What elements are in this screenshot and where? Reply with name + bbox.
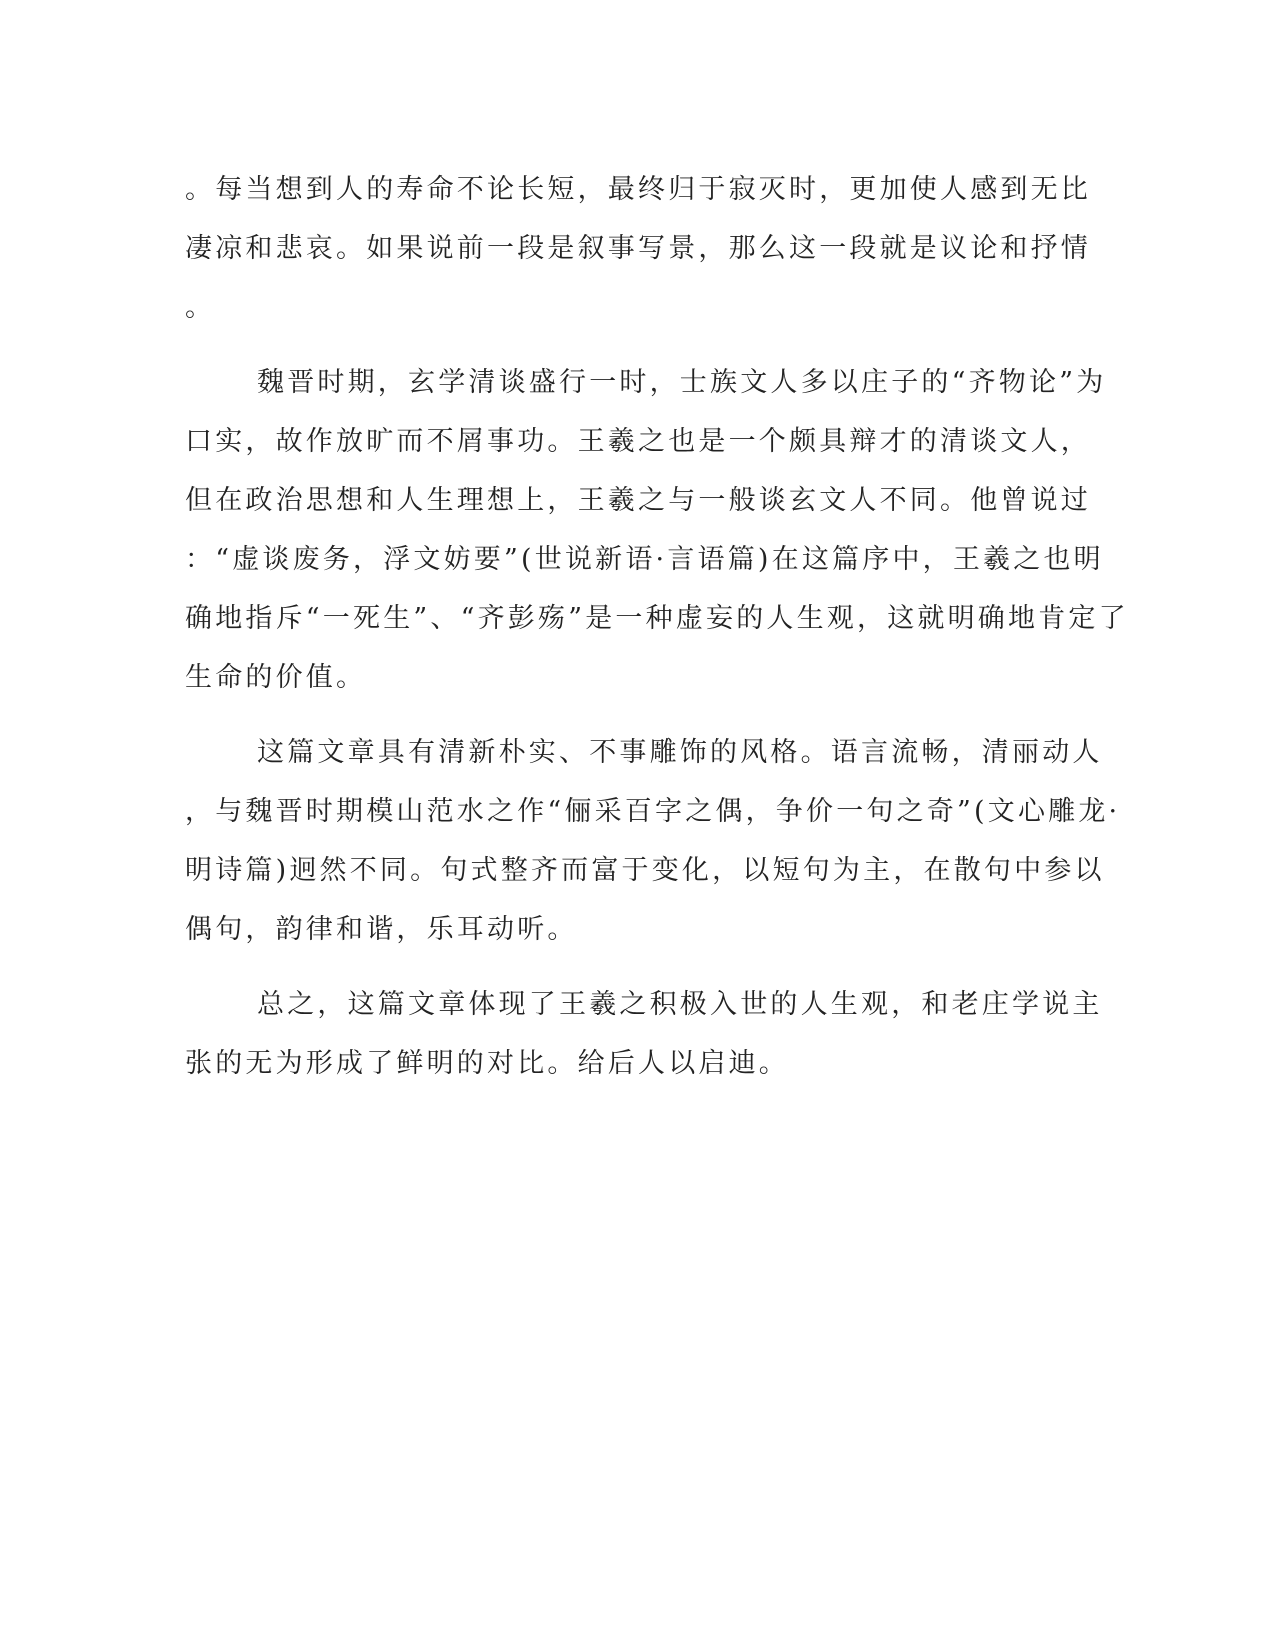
document-body [185, 160, 1129, 1093]
paragraph-line: 确地指斥“一死生”、“齐彭殇”是一种虚妄的人生观，这就明确地肯定了 [185, 603, 1129, 634]
paragraph-2 [185, 353, 1129, 707]
paragraph-line: 魏晋时期，玄学清谈盛行一时，士族文人多以庄子的“齐物论”为 [257, 367, 1107, 398]
paragraph-line: 总之，这篇文章体现了王羲之积极入世的人生观，和老庄学说主 [257, 989, 1103, 1020]
paragraph-line: 。 [185, 292, 216, 323]
paragraph-line: 张的无为形成了鲜明的对比。给后人以启迪。 [185, 1048, 789, 1079]
paragraph-line: 凄凉和悲哀。如果说前一段是叙事写景，那么这一段就是议论和抒情 [185, 233, 1091, 264]
paragraph-spacer [185, 707, 1085, 723]
paragraph-line: 偶句，韵律和谐，乐耳动听。 [185, 914, 578, 945]
paragraph-line: ，与魏晋时期模山范水之作“俪采百字之偶，争价一句之奇”(文心雕龙· [185, 796, 1121, 827]
paragraph-line: 生命的价值。 [185, 662, 367, 693]
paragraph-3 [185, 723, 1121, 959]
paragraph-line: 这篇文章具有清新朴实、不事雕饰的风格。语言流畅，清丽动人 [257, 737, 1103, 768]
paragraph-line: 口实，故作放旷而不屑事功。王羲之也是一个颇具辩才的清谈文人， [185, 426, 1091, 457]
paragraph-1 [185, 160, 1091, 337]
paragraph-line: ：“虚谈废务，浮文妨要”(世说新语·言语篇)在这篇序中，王羲之也明 [185, 544, 1104, 575]
paragraph-spacer [185, 337, 1085, 353]
paragraph-spacer [185, 959, 1085, 975]
paragraph-line: 明诗篇)迥然不同。句式整齐而富于变化，以短句为主，在散句中参以 [185, 855, 1105, 886]
paragraph-line: 。每当想到人的寿命不论长短，最终归于寂灭时，更加使人感到无比 [185, 174, 1091, 205]
paragraph-line: 但在政治思想和人生理想上，王羲之与一般谈玄文人不同。他曾说过 [185, 485, 1091, 516]
paragraph-4 [185, 975, 1103, 1093]
